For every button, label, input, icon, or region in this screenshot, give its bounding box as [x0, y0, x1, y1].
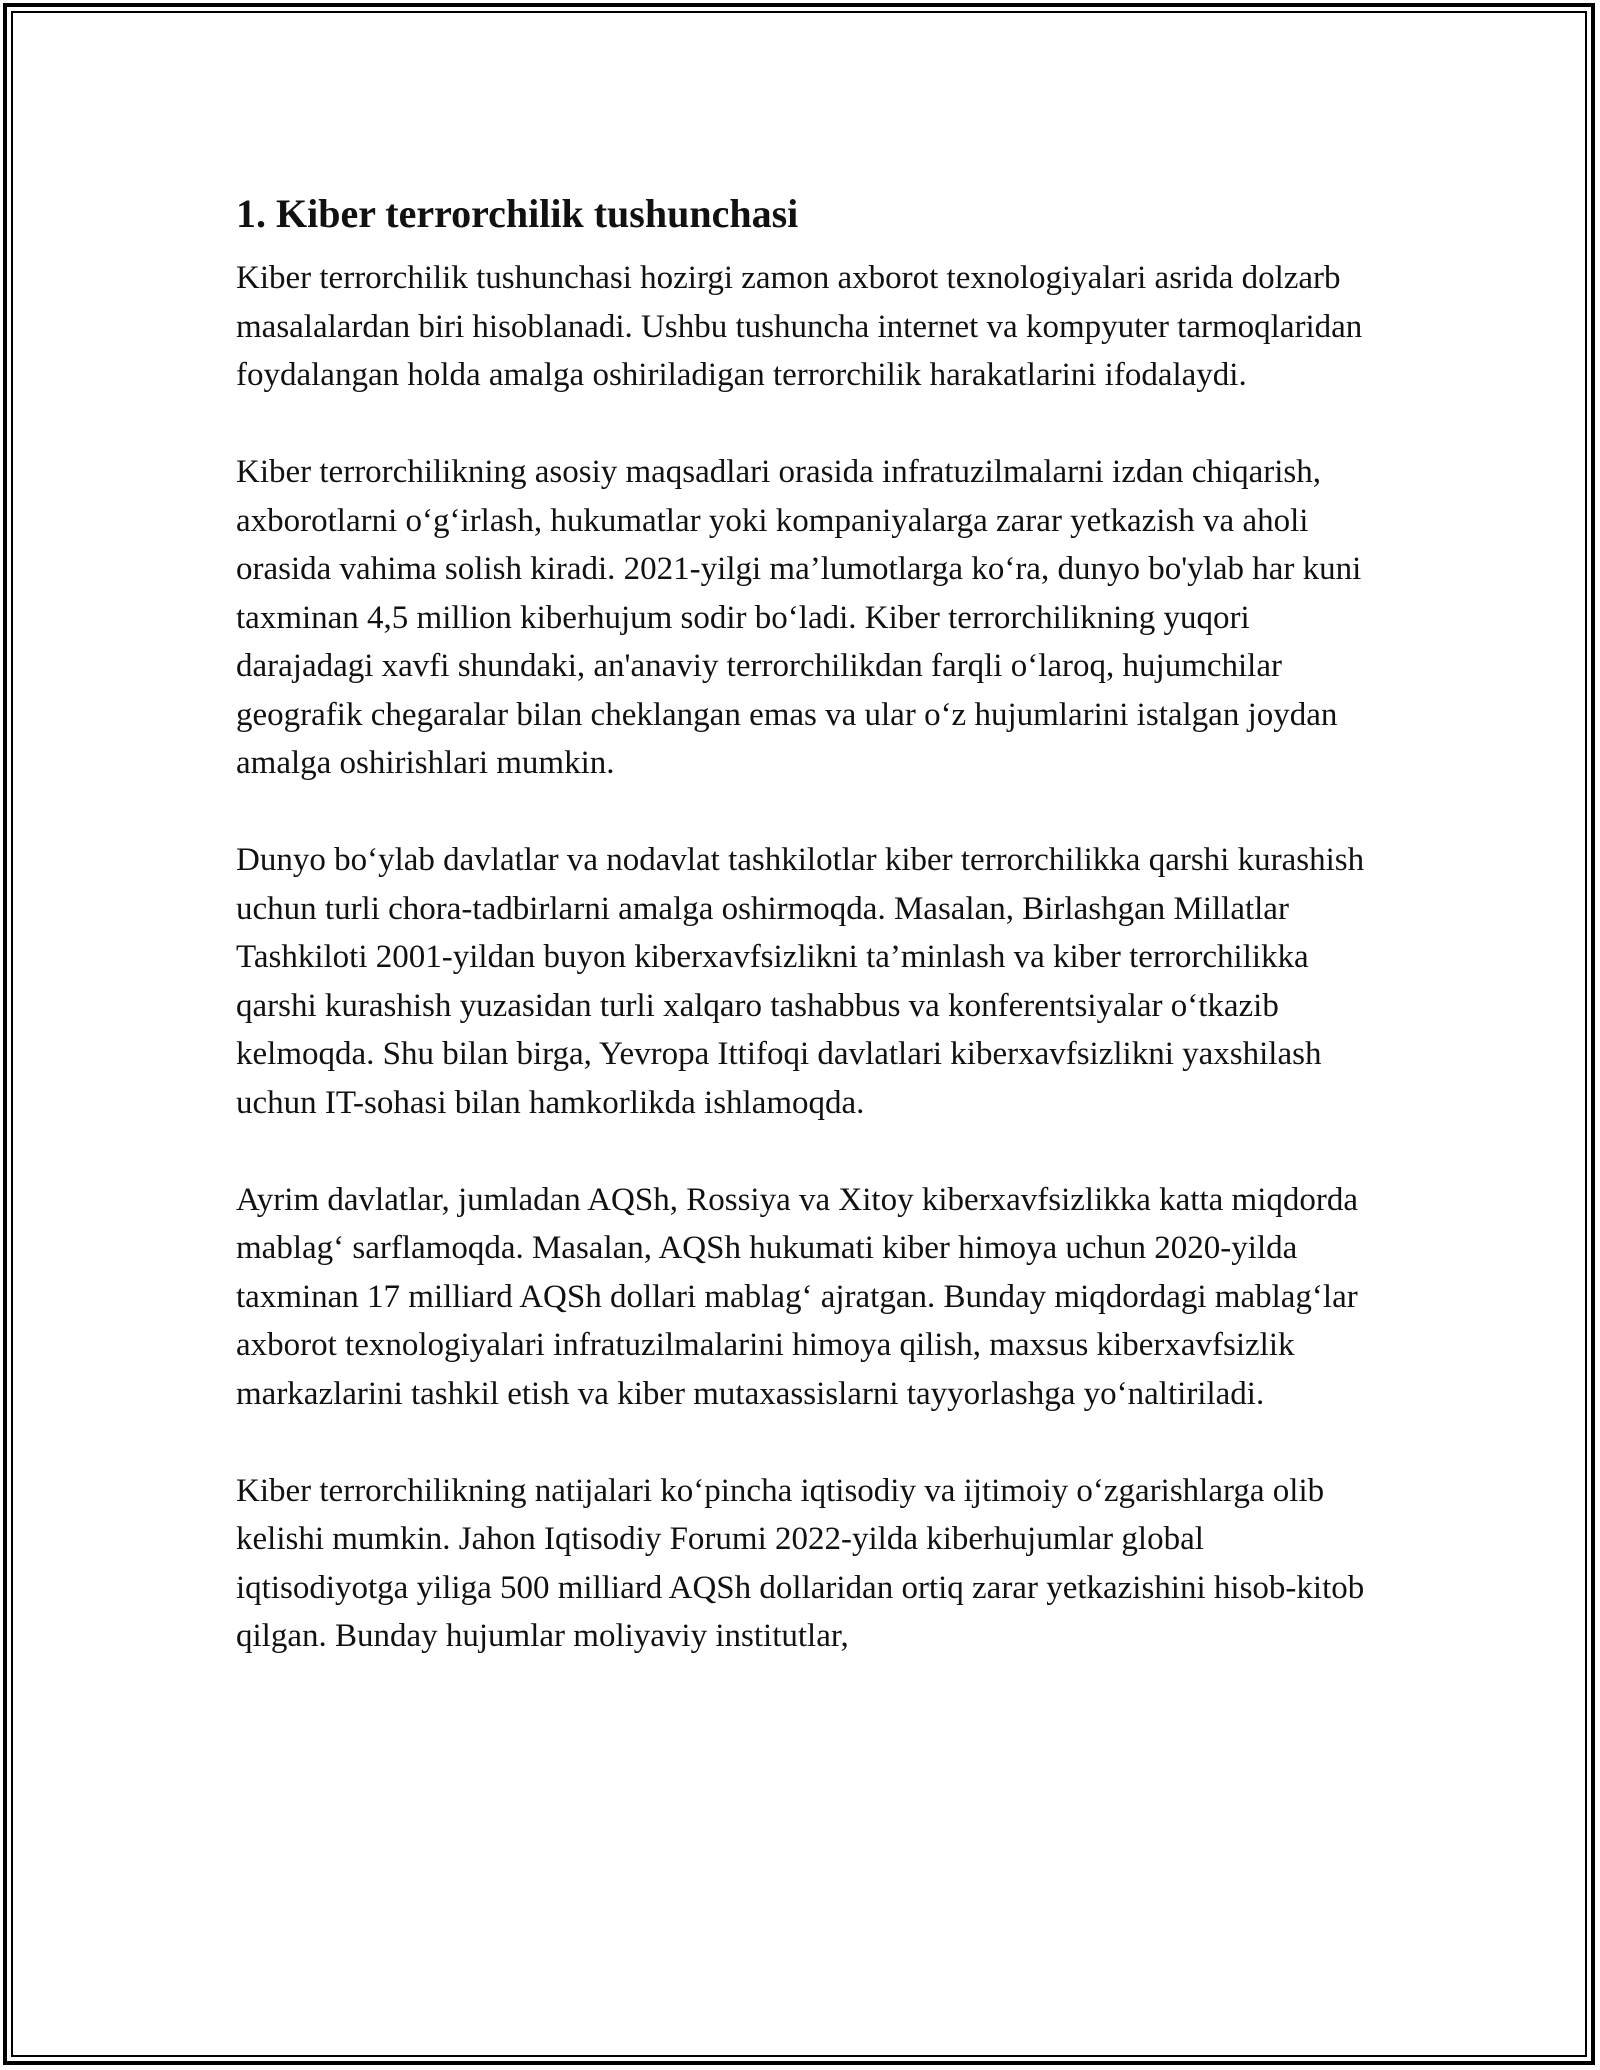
section-title: 1. Kiber terrorchilik tushunchasi [236, 191, 799, 236]
paragraph-2: Kiber terrorchilikning asosiy maqsadlari orasida infratuzilmalarni izdan chiqarish, axborotlarni o‘g‘irlash, hukumatlar yoki kompaniyalarga zarar yetkazish va aholi orasida vahima solish kiradi. 2021-yilgi ma’lumotlarga ko‘ra, dunyo bo'ylab har kuni taxminan 4,5 million kiberhujum sodir bo‘ladi. Kiber terrorchilikning yuqori darajadagi xavfi shundaki, an'anaviy terrorchilikdan farqli o‘laroq, hujumchilar geografik chegaralar bilan cheklangan emas va ular o‘z hujumlarini istalgan joydan amalga oshirishlari mumkin. [236, 454, 1362, 781]
paragraph-5: Kiber terrorchilikning natijalari ko‘pincha iqtisodiy va ijtimoiy o‘zgarishlarga olib kelishi mumkin. Jahon Iqtisodiy Forumi 2022-yilda kiberhujumlar global iqtisodiyotga yiliga 500 milliard AQSh dollaridan ortiq zarar yetkazishini hisob-kitob qilgan. Bunday hujumlar moliyaviy institutlar, [236, 1472, 1365, 1654]
paragraph-3: Dunyo bo‘ylab davlatlar va nodavlat tashkilotlar kiber terrorchilikka qarshi kurashish uchun turli chora-tadbirlarni amalga oshirmoqda. Masalan, Birlashgan Millatlar Tashkiloti 2001-yildan buyon kiberxavfsizlikni ta’minlash va kiber terrorchilikka qarshi kurashish yuzasidan turli xalqaro tashabbus va konferentsiyalar o‘tkazib kelmoqda. Shu bilan birga, Yevropa Ittifoqi davlatlari kiberxavfsizlikni yaxshilash uchun IT-sohasi bilan hamkorlikda ishlamoqda. [236, 842, 1365, 1121]
paragraph-1: Kiber terrorchilik tushunchasi hozirgi zamon axborot texnologiyalari asrida dolzarb masalalardan biri hisoblanadi. Ushbu tushuncha internet va kompyuter tarmoqlaridan foydalangan holda amalga oshiriladigan terrorchilik harakatlarini ifodalaydi. [236, 260, 1363, 393]
document-page [236, 188, 1370, 1709]
paragraph-4: Ayrim davlatlar, jumladan AQSh, Rossiya va Xitoy kiberxavfsizlikka katta miqdorda mablag‘ sarflamoqda. Masalan, AQSh hukumati kiber himoya uchun 2020-yilda taxminan 17 milliard AQSh dollari mablag‘ ajratgan. Bunday miqdordagi mablag‘lar axborot texnologiyalari infratuzilmalarini himoya qilish, maxsus kiberxavfsizlik markazlarini tashkil etish va kiber mutaxassislarni tayyorlashga yo‘naltiriladi. [236, 1181, 1358, 1412]
